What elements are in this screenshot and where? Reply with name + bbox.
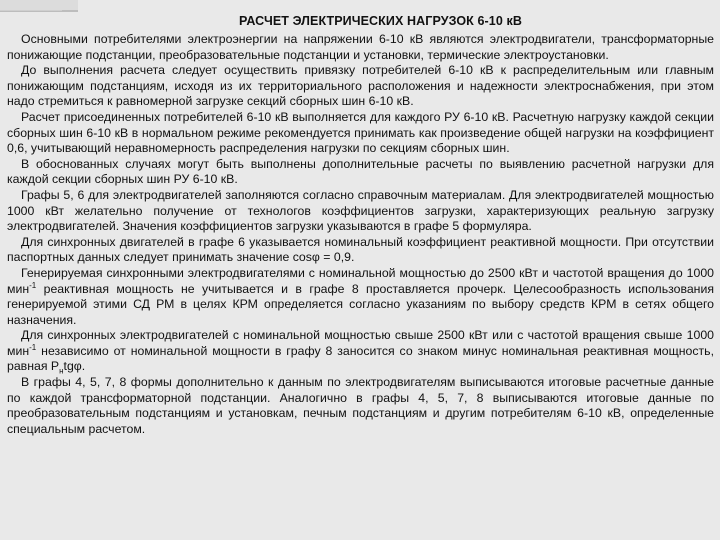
- text-part: Генерируемая синхронными электродвигателями с номинальной мощностью до 2500 кВт и частотой вращения до 1000 мин: [7, 265, 714, 296]
- paragraph-calculation: Расчет присоединенных потребителей 6-10 кВ выполняется для каждого РУ 6-10 кВ. Расчетную нагрузку каждой секции сборных шин 6-10 кВ в нормальном режиме рекомендуется принимать как произведение общей нагрузки на коэффициент 0,6, учитывающий неравномерность распределения нагрузки по секциям сборных шин.: [7, 109, 714, 156]
- paragraph-binding: До выполнения расчета следует осуществить привязку потребителей 6-10 кВ к распределительным или главным понижающим подстанциям, исходя из их территориального расположения и надежности электроснабжения, при этом надо стремиться к равномерной загрузке секций сборных шин 6-10 кВ.: [7, 63, 714, 109]
- document-page: [7, 14, 714, 437]
- text-part: Для синхронных электродвигателей с номинальной мощностью свыше 2500 кВт или с частотой вращения свыше 1000 мин: [7, 328, 714, 358]
- page-title: РАСЧЕТ ЭЛЕКТРИЧЕСКИХ НАГРУЗОК 6-10 кВ: [239, 14, 522, 28]
- paragraph-columns: Графы 5, 6 для электродвигателей заполняются согласно справочным материалам. Для электродвигателей мощностью 1000 кВт желательно получение от технологов коэффициентов загрузки, характеризующих реальную загрузку электродвигателей. Значения коэффициентов загрузки указываются в графе 5 формуляра.: [7, 187, 714, 234]
- superscript: -1: [29, 280, 37, 290]
- text-part: tgφ.: [63, 359, 86, 374]
- paragraph-additional: В обоснованных случаях могут быть выполнены дополнительные расчеты по выявлению расчетной нагрузки для каждой секции сборных шин РУ 6-10 кВ.: [7, 156, 714, 187]
- paragraph-synchronous: Для синхронных двигателей в графе 6 указывается номинальный коэффициент реактивной мощности. При отсутствии паспортных данных следует принимать значение cosφ = 0,9.: [7, 234, 714, 265]
- subscript: н: [59, 366, 64, 376]
- paragraph-consumers: Основными потребителями электроэнергии на напряжении 6-10 кВ являются электродвигатели, трансформаторные понижающие подстанции, преобразовательные подстанции и установки, термические электроустановки.: [7, 32, 714, 62]
- paragraph-totals: В графы 4, 5, 7, 8 формы дополнительно к данным по электродвигателям выписываются итоговые расчетные данные по каждой трансформаторной подстанции. Аналогично в графы 4, 5, 7, 8 выписываются итоговые данные по преобразовательным подстанциям и установкам, печным подстанциям и другим потребителям 6-10 кВ, определенные специальным расчетом.: [7, 375, 714, 436]
- superscript: -1: [29, 342, 37, 352]
- corner-logo: [0, 0, 78, 12]
- text-part: независимо от номинальной мощности в графу 8 заносится со знаком минус номинальная реактивная мощность, равная P: [7, 343, 714, 374]
- paragraph-generated-power: [7, 266, 714, 328]
- text-part: реактивная мощность не учитывается и в графе 8 проставляется прочерк. Целесообразность использования генерируемой этими СД РМ в целях КРМ определяется согласно указаниям по выбору средств КРМ в сетях общего назначения.: [7, 281, 714, 327]
- paragraph-large-motors: [7, 328, 714, 375]
